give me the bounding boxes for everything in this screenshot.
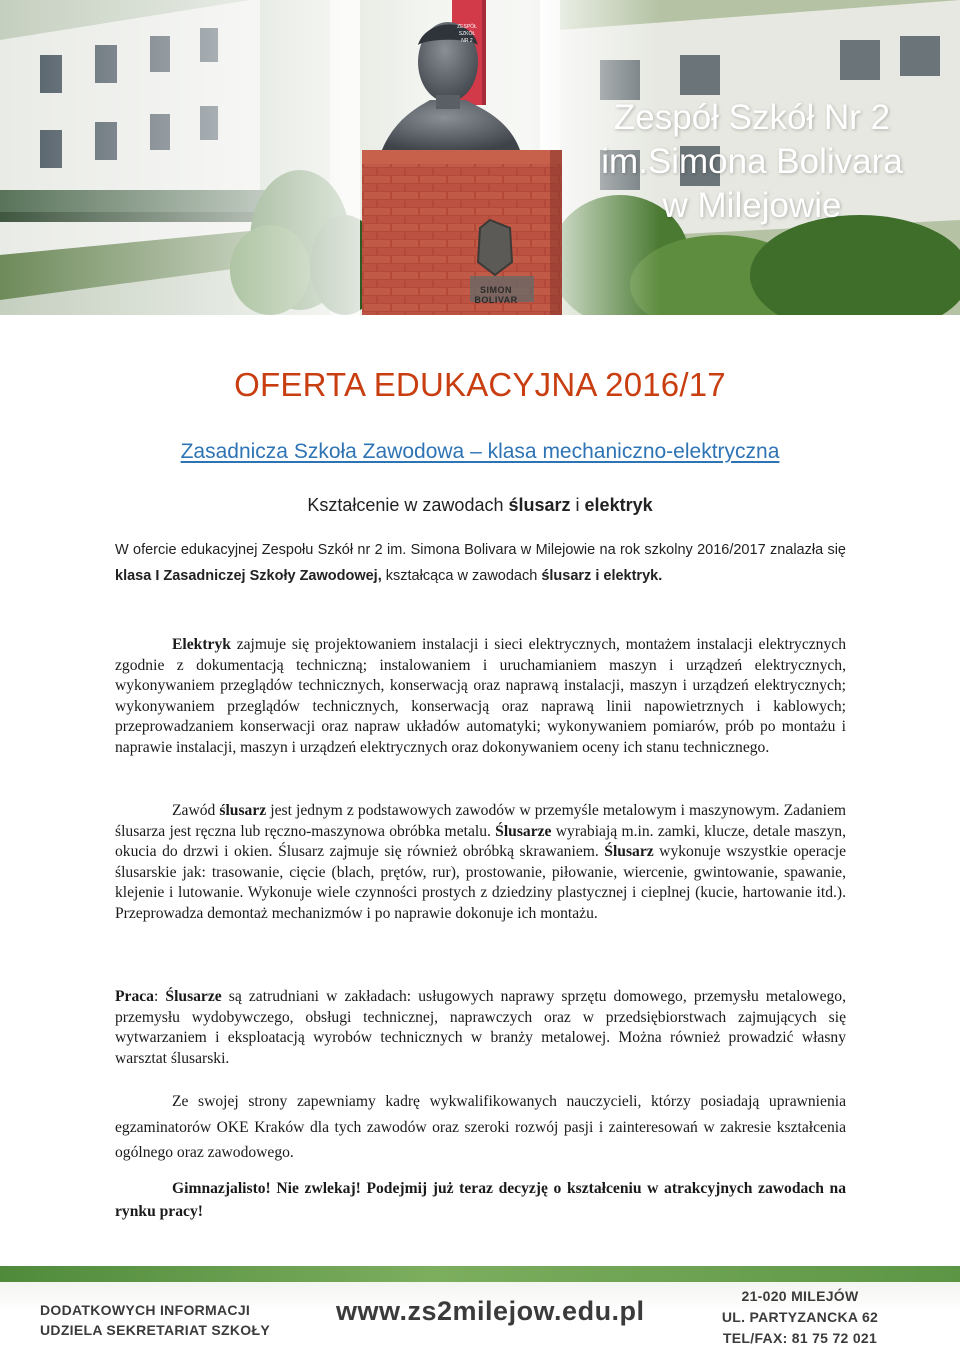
slusarz-bold-2: Ślusarze	[495, 822, 552, 840]
slusarz-bold-1: ślusarz	[219, 802, 267, 819]
footer-info-line-1: DODATKOWYCH INFORMACJI	[40, 1302, 251, 1318]
footer	[0, 1282, 960, 1356]
praca-bold-slusarze: Ślusarze	[165, 988, 222, 1005]
intro-paragraph	[115, 538, 846, 589]
footer-address	[700, 1286, 900, 1349]
intro-text-2: kształcąca w zawodach	[381, 567, 542, 584]
slusarz-text-4: wykonuje wszystkie operacje ślusarskie jak: trasowanie, cięcie (blach, prętów, rur), prostowanie, piłowanie, wiercenie, gwintowanie, spawanie, klejenie i lutowanie. Wykonuje wiele czynności prostych z dziedziny plastycznej i cieplnej (kucie, hartowanie itd.). Przeprowadza demontaż mechanizmów i po naprawie dokonuje ich montażu.	[115, 843, 846, 922]
praca-label: Praca	[115, 988, 154, 1005]
sign-line-1: ZESPÓŁ	[457, 24, 477, 30]
elektryk-paragraph	[115, 635, 846, 759]
praca-colon: :	[153, 988, 166, 1005]
praca-paragraph	[115, 987, 846, 1069]
plaque-label: SIMON BOLIVAR	[474, 285, 518, 305]
school-name-line-2: im.Simona Bolivara	[601, 142, 903, 181]
intro-bold-class: klasa I Zasadniczej Szkoły Zawodowej,	[115, 567, 382, 584]
call-to-action-text: Gimnazjalisto! Nie zwlekaj! Podejmij już teraz decyzję o kształceniu w atrakcyjnych zawodach na rynku pracy!	[115, 1180, 846, 1220]
address-street: UL. PARTYZANCKA 62	[721, 1309, 879, 1325]
school-name-line-1: Zespół Szkół Nr 2	[613, 98, 891, 137]
sign-line-2: SZKÓŁ	[458, 31, 476, 37]
address-phone: TEL/FAX: 81 75 72 021	[722, 1330, 878, 1346]
school-name-line-3: w Milejowie	[662, 186, 842, 225]
footer-info	[40, 1300, 300, 1340]
sign-line-3: NR 2	[461, 38, 473, 44]
elektryk-text: zajmuje się projektowaniem instalacji i sieci elektrycznych, montażem instalacji elektrycznych zgodnie z dokumentacją techniczną; instalowaniem i uruchamianiem maszyn i urządzeń elektrycznych, wykonywaniem przeglądów technicznych, konserwacją oraz naprawą instalacji, maszyn i urządzeń elektrycznych; wykonywaniem przeglądów technicznych, konserwacją oraz naprawą linii napowietrznych i kablowych; przeprowadzaniem konserwacji oraz napraw układów automatyki; wykonywaniem pomiarów, prób po montażu i naprawie instalacji, maszyn i urządzeń elektrycznych oraz dokonywaniem oceny ich stanu technicznego.	[115, 636, 846, 756]
intro-text-1: W ofercie edukacyjnej Zespołu Szkół nr 2 im. Simona Bolivara w Milejowie na rok szkolny 2016/2017 znalazła się	[115, 542, 846, 558]
slusarz-text-1: Zawód	[172, 802, 220, 819]
professions-connector: i	[570, 495, 585, 515]
school-sign	[452, 24, 482, 45]
elektryk-lead: Elektryk	[172, 636, 231, 653]
professions-heading	[0, 495, 960, 516]
offer-title: OFERTA EDUKACYJNA 2016/17	[234, 366, 726, 403]
website-link[interactable]: www.zs2milejow.edu.pl	[336, 1296, 645, 1326]
professions-prefix: Kształcenie w zawodach	[307, 495, 509, 515]
school-type-link[interactable]: Zasadnicza Szkoła Zawodowa – klasa mechaniczno-elektryczna	[180, 440, 780, 463]
staff-text: Ze swojej strony zapewniamy kadrę wykwalifikowanych nauczycieli, którzy posiadają uprawnienia egzaminatorów OKE Kraków dla tych zawodów oraz szeroki rozwój pasji i zainteresowań w zakresie kształcenia ogólnego oraz zawodowego.	[115, 1093, 846, 1161]
slusarz-bold-3: Ślusarz	[604, 843, 654, 861]
footer-bar	[0, 1266, 960, 1282]
slusarz-text-3: wyrabiają m.in. zamki, klucze, detale maszyn, okucia do drzwi i okien. Ślusarz zajmuje się również obróbką skrawaniem.	[115, 822, 846, 861]
slusarz-paragraph	[115, 801, 846, 925]
praca-text: są zatrudniani w zakładach: usługowych naprawy sprzętu domowego, przemysłu metalowego, przemysłu wydobywczego, obsługi technicznej, naprawczych oraz w przedsiębiorstwach zajmujących się wytwarzaniem i eksploatacją wyrobów technicznych w branży metalowej. Można również prowadzić własny warsztat ślusarski.	[115, 988, 846, 1067]
header-banner	[0, 0, 960, 315]
profession-slusarz: ślusarz	[508, 495, 571, 515]
footer-info-line-2: UDZIELA SEKRETARIAT SZKOŁY	[40, 1322, 270, 1338]
school-name	[572, 96, 932, 228]
profession-elektryk: elektryk	[584, 495, 653, 515]
call-to-action	[115, 1177, 846, 1223]
staff-paragraph	[115, 1089, 846, 1166]
address-postal: 21-020 MILEJÓW	[741, 1288, 859, 1304]
intro-bold-professions: ślusarz i elektryk.	[541, 567, 663, 584]
slusarz-text-2: jest jednym z podstawowych zawodów w przemyśle metalowym i maszynowym. Zadaniem ślusarza jest ręczna lub ręczno-maszynowa obróbka metalu.	[115, 802, 846, 840]
